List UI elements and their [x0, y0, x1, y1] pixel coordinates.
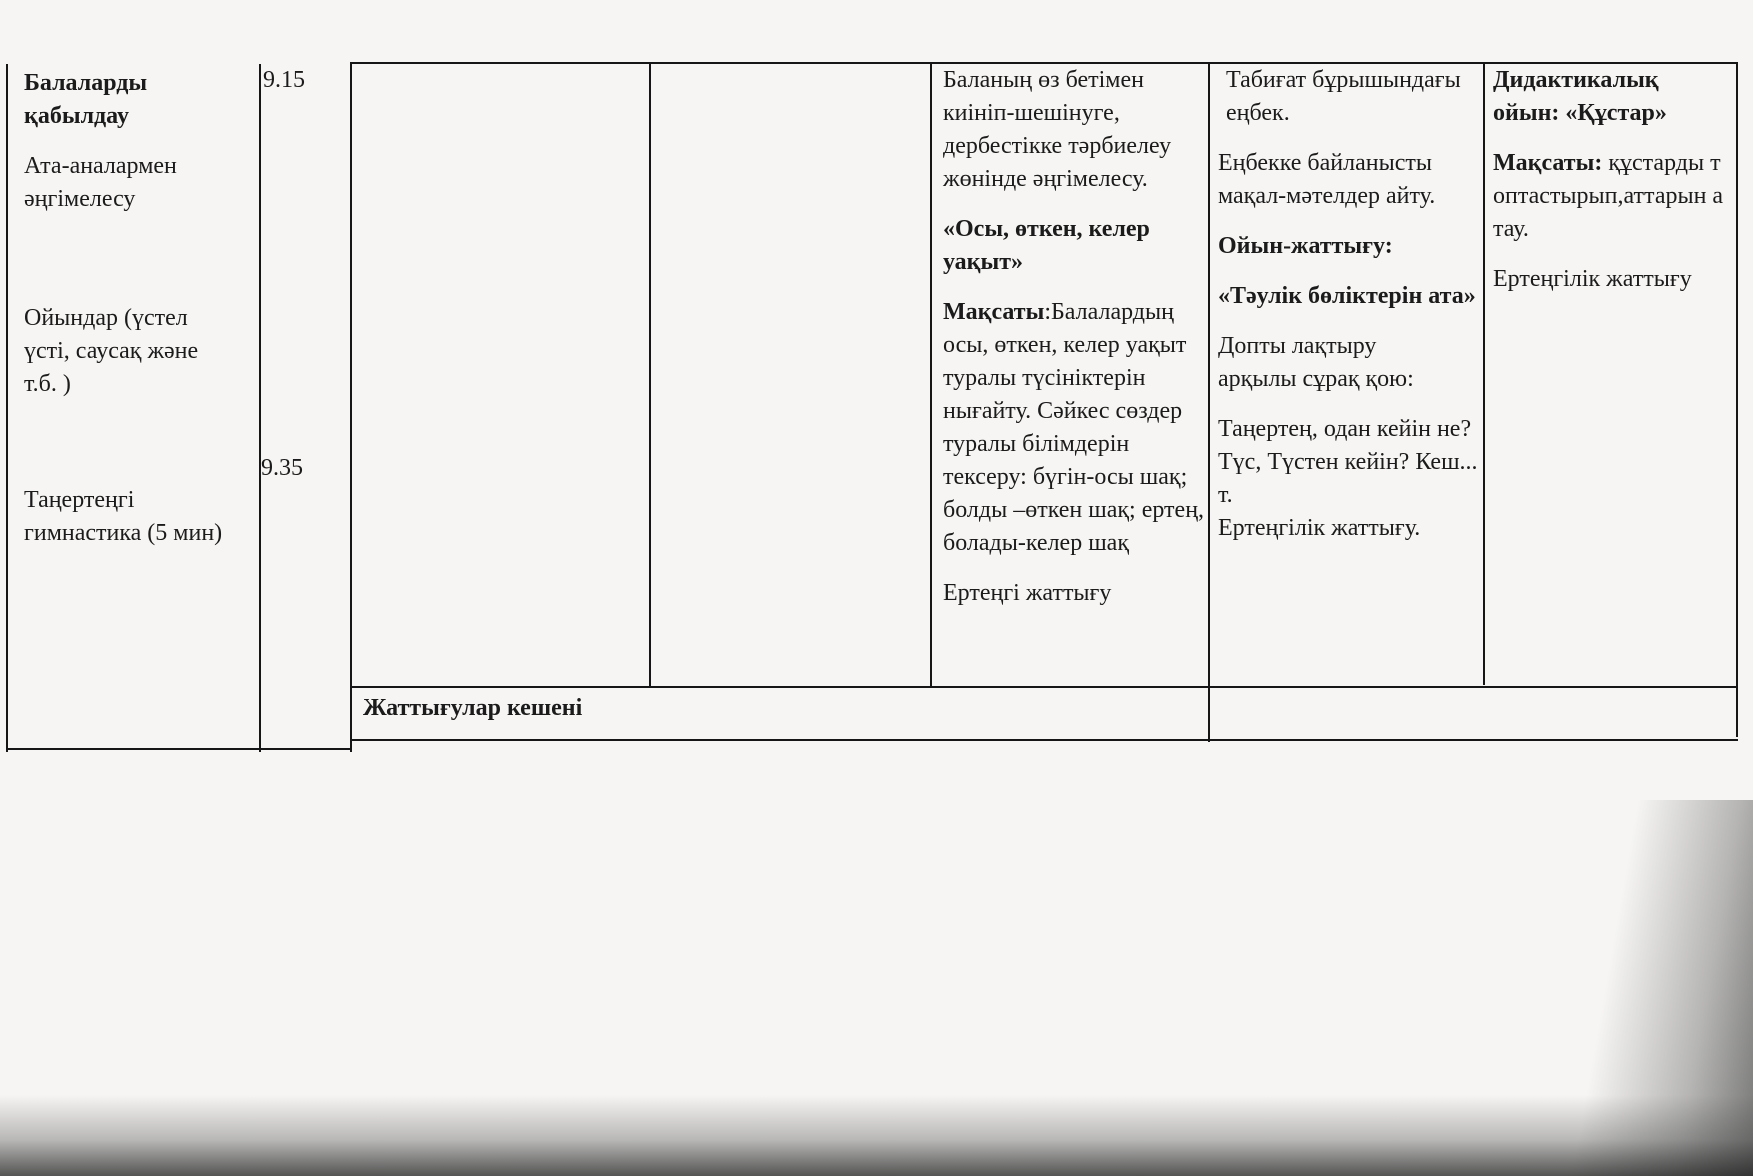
wednesday-column-divider [1208, 64, 1210, 742]
friday-goal-text: құстарды топтастырып,аттарын атау. [1493, 150, 1724, 242]
regime-games: Ойындар (үстел үсті, саусақ және т.б. ) [24, 305, 199, 397]
wednesday-game-title: «Осы, өткен, келер уақыт» [943, 216, 1150, 275]
thursday-game-title: «Тәулік бөліктерін ата» [1218, 283, 1476, 309]
thursday-proverbs: Еңбекке байланысты мақал-мәтелдер айту. [1218, 150, 1436, 209]
friday-goal [1493, 147, 1731, 246]
wednesday-goal-text: :Балалардың осы, өткен, келер уақыт туралы түсініктерін нығайту. Сәйкес сөздер туралы білімдерін тексеру: бүгін-осы шақ; болды –өткен шақ; ертең, болады-келер шақ [943, 299, 1205, 556]
thursday-exercise: Ертеңгілік жаттығу. [1218, 515, 1421, 541]
monday-column-divider [649, 64, 651, 688]
wednesday-goal [943, 296, 1205, 560]
friday-game-title: Дидактикалық ойын: «Құстар» [1493, 67, 1667, 126]
friday-cell [1493, 64, 1731, 296]
regime-cell [24, 67, 256, 550]
table-bottom-border [6, 748, 352, 750]
thursday-column-divider [1483, 64, 1485, 685]
thursday-game-label: Ойын-жаттығу: [1218, 233, 1393, 259]
thursday-work: Табиғат бұрышындағы еңбек. [1226, 67, 1461, 126]
thursday-cell [1218, 64, 1480, 545]
wednesday-cell [943, 64, 1205, 610]
tuesday-column-divider [930, 64, 932, 688]
regime-column-divider [259, 64, 261, 752]
complex-row-top-border [352, 686, 1738, 688]
complex-row-bottom-border [352, 739, 1738, 741]
time-end: 9.35 [261, 455, 303, 481]
wednesday-intro: Баланың өз бетімен киініп-шешінуге, дербестікке тәрбиелеу жөнінде әңгімелесу. [943, 67, 1172, 192]
table-left-border [6, 64, 8, 752]
regime-title: Балаларды қабылдау [24, 70, 148, 129]
regime-parents: Ата-аналармен әңгімелесу [24, 153, 177, 212]
friday-exercise: Ертеңгілік жаттығу [1493, 266, 1692, 292]
friday-goal-label: Мақсаты: [1493, 150, 1603, 176]
wednesday-goal-label: Мақсаты [943, 299, 1045, 325]
wednesday-exercise: Ертеңгі жаттығу [943, 580, 1112, 606]
thursday-ball: Допты лақтыру арқылы сұрақ қою: [1218, 333, 1414, 392]
table-right-border [1736, 64, 1738, 737]
time-start: 9.15 [263, 67, 305, 93]
exercise-complex-label: Жаттығулар кешені [363, 695, 583, 721]
regime-gymnastics: Таңертеңгі гимнастика (5 мин) [24, 487, 223, 546]
page-edge-shadow-bottom [0, 1095, 1753, 1176]
time-column-divider [350, 62, 352, 752]
thursday-questions: Таңертең, одан кейін не? Түс, Түстен кейін? Кеш... т. [1218, 416, 1478, 508]
